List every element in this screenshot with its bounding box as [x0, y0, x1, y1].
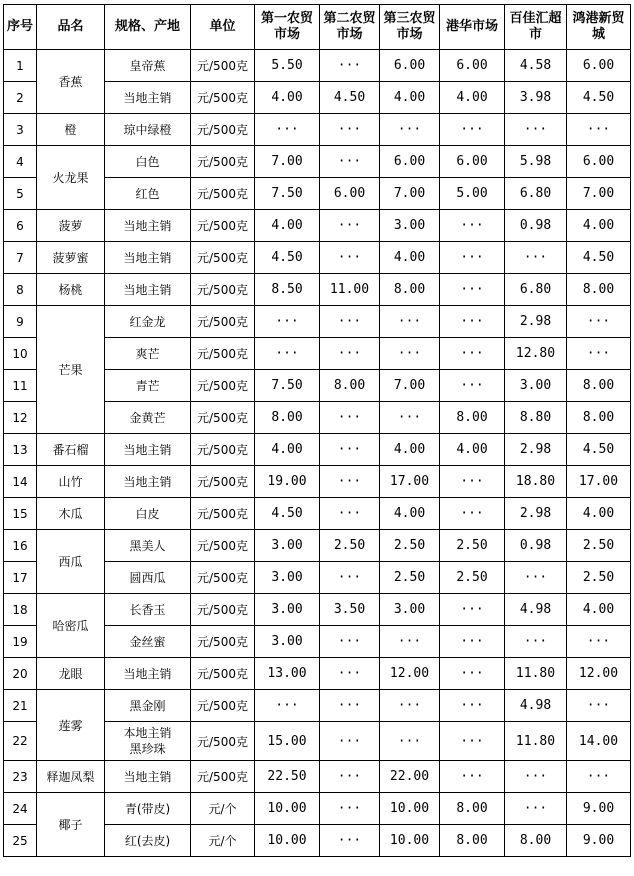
table-row: [4, 761, 631, 793]
cell-price-market2: ···: [320, 306, 380, 338]
cell-price-market2: ···: [320, 210, 380, 242]
cell-price-baijiahui: 11.80: [505, 722, 567, 761]
cell-price-honggang: 9.00: [567, 793, 631, 825]
cell-price-market1: 4.00: [255, 434, 320, 466]
cell-price-market3: 4.00: [380, 498, 440, 530]
cell-price-market2: ···: [320, 50, 380, 82]
cell-price-honggang: ···: [567, 114, 631, 146]
cell-price-ganghua: 4.00: [440, 434, 505, 466]
cell-price-market2: ···: [320, 626, 380, 658]
cell-price-market2: ···: [320, 242, 380, 274]
cell-spec: 白皮: [105, 498, 191, 530]
cell-price-ganghua: 4.00: [440, 82, 505, 114]
cell-price-ganghua: ···: [440, 658, 505, 690]
cell-price-market2: ···: [320, 402, 380, 434]
cell-price-baijiahui: 4.98: [505, 690, 567, 722]
cell-spec: 金黄芒: [105, 402, 191, 434]
cell-spec-line: 本地主销: [123, 726, 172, 740]
cell-price-honggang: 7.00: [567, 178, 631, 210]
cell-price-market2: 6.00: [320, 178, 380, 210]
cell-name: 龙眼: [37, 658, 105, 690]
cell-name: 莲雾: [37, 690, 105, 761]
cell-price-market3: 10.00: [380, 825, 440, 857]
cell-price-market1: 4.00: [255, 210, 320, 242]
cell-spec: 皇帝蕉: [105, 50, 191, 82]
cell-price-market3: 2.50: [380, 530, 440, 562]
cell-price-honggang: 12.00: [567, 658, 631, 690]
cell-spec: 爽芒: [105, 338, 191, 370]
cell-price-market3: ···: [380, 338, 440, 370]
cell-price-baijiahui: 3.98: [505, 82, 567, 114]
cell-unit: 元/500克: [191, 242, 255, 274]
cell-price-ganghua: ···: [440, 466, 505, 498]
cell-name: 哈密瓜: [37, 594, 105, 658]
cell-unit: 元/500克: [191, 402, 255, 434]
cell-price-baijiahui: 8.80: [505, 402, 567, 434]
cell-name: 杨桃: [37, 274, 105, 306]
cell-name: 番石榴: [37, 434, 105, 466]
cell-seq: 22: [4, 722, 37, 761]
cell-price-market1: 8.00: [255, 402, 320, 434]
cell-seq: 6: [4, 210, 37, 242]
cell-price-honggang: 4.00: [567, 594, 631, 626]
cell-price-market2: ···: [320, 690, 380, 722]
cell-seq: 21: [4, 690, 37, 722]
cell-price-honggang: 17.00: [567, 466, 631, 498]
cell-price-market1: 3.00: [255, 530, 320, 562]
cell-unit: 元/500克: [191, 50, 255, 82]
cell-price-honggang: 4.00: [567, 210, 631, 242]
cell-price-market2: 3.50: [320, 594, 380, 626]
cell-unit: 元/500克: [191, 761, 255, 793]
table-row: [4, 274, 631, 306]
cell-price-market2: ···: [320, 562, 380, 594]
cell-name: 椰子: [37, 793, 105, 857]
table-row: [4, 498, 631, 530]
cell-unit: 元/500克: [191, 114, 255, 146]
cell-unit: 元/500克: [191, 658, 255, 690]
price-table-container: [3, 4, 631, 857]
table-header-row: [4, 5, 631, 50]
cell-price-market1: 4.50: [255, 498, 320, 530]
cell-spec: 当地主销: [105, 658, 191, 690]
cell-price-baijiahui: ···: [505, 114, 567, 146]
cell-price-ganghua: ···: [440, 370, 505, 402]
cell-price-market2: 2.50: [320, 530, 380, 562]
cell-seq: 25: [4, 825, 37, 857]
header-honggang-line: 鸿港新贸: [572, 11, 625, 26]
cell-spec: 当地主销: [105, 242, 191, 274]
header-market2: [320, 5, 380, 50]
cell-price-honggang: ···: [567, 626, 631, 658]
cell-unit: 元/500克: [191, 562, 255, 594]
cell-seq: 5: [4, 178, 37, 210]
cell-price-honggang: ···: [567, 690, 631, 722]
cell-spec: 长香玉: [105, 594, 191, 626]
cell-name: 西瓜: [37, 530, 105, 594]
cell-price-honggang: ···: [567, 761, 631, 793]
cell-price-ganghua: 8.00: [440, 825, 505, 857]
cell-unit: 元/500克: [191, 626, 255, 658]
cell-seq: 16: [4, 530, 37, 562]
cell-price-market1: 8.50: [255, 274, 320, 306]
cell-price-honggang: 2.50: [567, 530, 631, 562]
cell-name: 释迦凤梨: [37, 761, 105, 793]
cell-price-baijiahui: 4.58: [505, 50, 567, 82]
cell-spec: 当地主销: [105, 274, 191, 306]
cell-price-market1: 3.00: [255, 562, 320, 594]
cell-price-market3: 4.00: [380, 82, 440, 114]
cell-price-market2: ···: [320, 466, 380, 498]
cell-spec: 金丝蜜: [105, 626, 191, 658]
cell-price-ganghua: ···: [440, 338, 505, 370]
cell-price-market3: 17.00: [380, 466, 440, 498]
cell-price-baijiahui: 8.00: [505, 825, 567, 857]
cell-price-ganghua: 8.00: [440, 402, 505, 434]
cell-price-baijiahui: 5.98: [505, 146, 567, 178]
cell-price-honggang: ···: [567, 306, 631, 338]
cell-unit: 元/个: [191, 793, 255, 825]
cell-price-ganghua: ···: [440, 242, 505, 274]
table-row: [4, 50, 631, 82]
header-unit: [191, 5, 255, 50]
cell-price-honggang: 9.00: [567, 825, 631, 857]
cell-price-market1: 3.00: [255, 626, 320, 658]
cell-price-honggang: 4.50: [567, 82, 631, 114]
cell-price-market2: ···: [320, 338, 380, 370]
cell-price-market2: ···: [320, 658, 380, 690]
cell-unit: 元/500克: [191, 690, 255, 722]
cell-seq: 7: [4, 242, 37, 274]
cell-seq: 23: [4, 761, 37, 793]
cell-spec: 当地主销: [105, 210, 191, 242]
table-row: [4, 594, 631, 626]
cell-price-honggang: 2.50: [567, 562, 631, 594]
cell-price-ganghua: ···: [440, 114, 505, 146]
cell-seq: 1: [4, 50, 37, 82]
cell-spec: 当地主销: [105, 82, 191, 114]
cell-price-ganghua: ···: [440, 722, 505, 761]
cell-price-market2: ···: [320, 146, 380, 178]
cell-spec: [105, 722, 191, 761]
cell-seq: 12: [4, 402, 37, 434]
cell-unit: 元/500克: [191, 434, 255, 466]
table-row: [4, 658, 631, 690]
cell-seq: 14: [4, 466, 37, 498]
cell-price-ganghua: ···: [440, 690, 505, 722]
cell-price-market1: ···: [255, 306, 320, 338]
cell-price-market3: 4.00: [380, 434, 440, 466]
cell-price-baijiahui: 12.80: [505, 338, 567, 370]
cell-price-market2: ···: [320, 722, 380, 761]
cell-unit: 元/500克: [191, 594, 255, 626]
header-honggang-line: 城: [591, 27, 605, 42]
header-honggang: [567, 5, 631, 50]
cell-price-market2: ···: [320, 793, 380, 825]
cell-price-baijiahui: 3.00: [505, 370, 567, 402]
header-market1-line: 第一农贸: [260, 11, 313, 26]
cell-unit: 元/500克: [191, 306, 255, 338]
cell-price-market3: 10.00: [380, 793, 440, 825]
cell-price-baijiahui: 4.98: [505, 594, 567, 626]
cell-price-honggang: 6.00: [567, 146, 631, 178]
cell-price-market1: ···: [255, 690, 320, 722]
cell-price-market3: 8.00: [380, 274, 440, 306]
header-market3-line: 第三农贸: [383, 11, 436, 26]
cell-price-honggang: 8.00: [567, 370, 631, 402]
cell-price-market1: 10.00: [255, 793, 320, 825]
cell-seq: 11: [4, 370, 37, 402]
cell-price-baijiahui: 2.98: [505, 434, 567, 466]
cell-name: 山竹: [37, 466, 105, 498]
cell-price-baijiahui: 6.80: [505, 178, 567, 210]
cell-price-ganghua: ···: [440, 274, 505, 306]
cell-spec: 红色: [105, 178, 191, 210]
cell-spec: 黑美人: [105, 530, 191, 562]
header-market2-line: 第二农贸: [323, 11, 376, 26]
cell-price-market2: ···: [320, 498, 380, 530]
cell-price-market1: 15.00: [255, 722, 320, 761]
cell-price-market2: 4.50: [320, 82, 380, 114]
cell-price-ganghua: ···: [440, 594, 505, 626]
cell-seq: 18: [4, 594, 37, 626]
cell-unit: 元/500克: [191, 210, 255, 242]
header-seq-line: 序号: [6, 19, 33, 34]
cell-price-baijiahui: ···: [505, 242, 567, 274]
cell-seq: 15: [4, 498, 37, 530]
header-unit-line: 单位: [209, 19, 236, 34]
cell-unit: 元/500克: [191, 498, 255, 530]
header-market1-line: 市场: [273, 27, 300, 42]
cell-price-market3: 3.00: [380, 594, 440, 626]
table-row: [4, 114, 631, 146]
cell-price-market1: ···: [255, 114, 320, 146]
cell-price-ganghua: 2.50: [440, 562, 505, 594]
cell-seq: 9: [4, 306, 37, 338]
cell-price-market3: ···: [380, 114, 440, 146]
cell-price-market3: ···: [380, 402, 440, 434]
cell-unit: 元/500克: [191, 274, 255, 306]
cell-seq: 17: [4, 562, 37, 594]
cell-price-market1: 22.50: [255, 761, 320, 793]
cell-price-market3: ···: [380, 306, 440, 338]
cell-name: 橙: [37, 114, 105, 146]
cell-spec: 青芒: [105, 370, 191, 402]
cell-price-market1: 10.00: [255, 825, 320, 857]
cell-seq: 24: [4, 793, 37, 825]
cell-price-ganghua: 2.50: [440, 530, 505, 562]
cell-unit: 元/个: [191, 825, 255, 857]
cell-price-baijiahui: 18.80: [505, 466, 567, 498]
cell-spec: 当地主销: [105, 761, 191, 793]
cell-unit: 元/500克: [191, 370, 255, 402]
cell-price-market2: ···: [320, 114, 380, 146]
cell-price-baijiahui: 11.80: [505, 658, 567, 690]
cell-unit: 元/500克: [191, 178, 255, 210]
cell-price-baijiahui: ···: [505, 761, 567, 793]
table-row: [4, 530, 631, 562]
cell-price-honggang: 8.00: [567, 274, 631, 306]
header-baijiahui-line: 百佳汇超: [509, 11, 562, 26]
cell-price-baijiahui: 6.80: [505, 274, 567, 306]
cell-price-ganghua: 6.00: [440, 146, 505, 178]
cell-seq: 20: [4, 658, 37, 690]
cell-price-ganghua: ···: [440, 498, 505, 530]
cell-name: 菠萝蜜: [37, 242, 105, 274]
header-name: [37, 5, 105, 50]
cell-price-market2: ···: [320, 434, 380, 466]
cell-price-market3: 2.50: [380, 562, 440, 594]
cell-price-baijiahui: ···: [505, 626, 567, 658]
cell-unit: 元/500克: [191, 82, 255, 114]
cell-spec: 青(带皮): [105, 793, 191, 825]
cell-price-honggang: 6.00: [567, 50, 631, 82]
cell-price-honggang: 4.50: [567, 434, 631, 466]
header-baijiahui: [505, 5, 567, 50]
header-spec-line: 规格、产地: [114, 19, 180, 34]
header-spec: [105, 5, 191, 50]
cell-price-baijiahui: 2.98: [505, 498, 567, 530]
cell-name: 木瓜: [37, 498, 105, 530]
cell-price-honggang: 4.50: [567, 242, 631, 274]
cell-name: 火龙果: [37, 146, 105, 210]
header-name-line: 品名: [57, 19, 84, 34]
cell-price-market2: 11.00: [320, 274, 380, 306]
cell-price-ganghua: ···: [440, 761, 505, 793]
cell-price-market1: 19.00: [255, 466, 320, 498]
cell-spec: 红金龙: [105, 306, 191, 338]
cell-price-honggang: ···: [567, 338, 631, 370]
cell-price-baijiahui: 0.98: [505, 530, 567, 562]
cell-price-market2: ···: [320, 761, 380, 793]
cell-spec: 红(去皮): [105, 825, 191, 857]
cell-seq: 19: [4, 626, 37, 658]
cell-price-baijiahui: 2.98: [505, 306, 567, 338]
cell-unit: 元/500克: [191, 722, 255, 761]
header-ganghua-line: 港华市场: [445, 19, 498, 34]
cell-price-ganghua: 6.00: [440, 50, 505, 82]
header-market3: [380, 5, 440, 50]
cell-price-ganghua: 8.00: [440, 793, 505, 825]
cell-price-honggang: 8.00: [567, 402, 631, 434]
cell-price-market3: 22.00: [380, 761, 440, 793]
cell-spec: 圆西瓜: [105, 562, 191, 594]
cell-price-market1: 5.50: [255, 50, 320, 82]
cell-price-ganghua: ···: [440, 210, 505, 242]
header-market3-line: 市场: [396, 27, 423, 42]
cell-price-market1: 4.00: [255, 82, 320, 114]
cell-spec-line: 黑珍珠: [129, 742, 166, 756]
cell-price-market1: 7.00: [255, 146, 320, 178]
cell-price-honggang: 4.00: [567, 498, 631, 530]
cell-price-market3: ···: [380, 690, 440, 722]
cell-unit: 元/500克: [191, 530, 255, 562]
cell-price-baijiahui: ···: [505, 562, 567, 594]
cell-seq: 3: [4, 114, 37, 146]
table-row: [4, 146, 631, 178]
cell-price-ganghua: ···: [440, 626, 505, 658]
table-row: [4, 793, 631, 825]
cell-price-market3: 3.00: [380, 210, 440, 242]
cell-price-market1: 7.50: [255, 370, 320, 402]
cell-unit: 元/500克: [191, 466, 255, 498]
cell-spec: 白色: [105, 146, 191, 178]
cell-spec: 当地主销: [105, 466, 191, 498]
cell-price-market1: ···: [255, 338, 320, 370]
cell-spec: 黑金刚: [105, 690, 191, 722]
header-baijiahui-line: 市: [528, 27, 542, 42]
cell-seq: 13: [4, 434, 37, 466]
cell-seq: 8: [4, 274, 37, 306]
cell-price-market3: 6.00: [380, 146, 440, 178]
cell-unit: 元/500克: [191, 146, 255, 178]
cell-unit: 元/500克: [191, 338, 255, 370]
table-row: [4, 690, 631, 722]
cell-price-market1: 7.50: [255, 178, 320, 210]
cell-price-market2: ···: [320, 825, 380, 857]
cell-seq: 4: [4, 146, 37, 178]
cell-price-ganghua: 5.00: [440, 178, 505, 210]
cell-spec: 当地主销: [105, 434, 191, 466]
table-row: [4, 434, 631, 466]
table-body: [4, 50, 631, 857]
header-market1: [255, 5, 320, 50]
table-row: [4, 466, 631, 498]
cell-price-market3: 7.00: [380, 370, 440, 402]
cell-price-market2: 8.00: [320, 370, 380, 402]
cell-price-market1: 13.00: [255, 658, 320, 690]
cell-price-market1: 3.00: [255, 594, 320, 626]
cell-price-market3: 6.00: [380, 50, 440, 82]
price-table: [3, 4, 631, 857]
cell-price-honggang: 14.00: [567, 722, 631, 761]
cell-seq: 10: [4, 338, 37, 370]
cell-price-baijiahui: ···: [505, 793, 567, 825]
table-row: [4, 242, 631, 274]
cell-price-market3: ···: [380, 722, 440, 761]
cell-price-market1: 4.50: [255, 242, 320, 274]
cell-name: 香蕉: [37, 50, 105, 114]
cell-spec: 琼中绿橙: [105, 114, 191, 146]
header-market2-line: 市场: [336, 27, 363, 42]
cell-seq: 2: [4, 82, 37, 114]
cell-price-baijiahui: 0.98: [505, 210, 567, 242]
header-seq: [4, 5, 37, 50]
table-row: [4, 210, 631, 242]
cell-price-market3: ···: [380, 626, 440, 658]
cell-price-market3: 12.00: [380, 658, 440, 690]
cell-price-market3: 4.00: [380, 242, 440, 274]
header-ganghua: [440, 5, 505, 50]
cell-name: 芒果: [37, 306, 105, 434]
table-row: [4, 306, 631, 338]
cell-price-market3: 7.00: [380, 178, 440, 210]
cell-name: 菠萝: [37, 210, 105, 242]
cell-price-ganghua: ···: [440, 306, 505, 338]
